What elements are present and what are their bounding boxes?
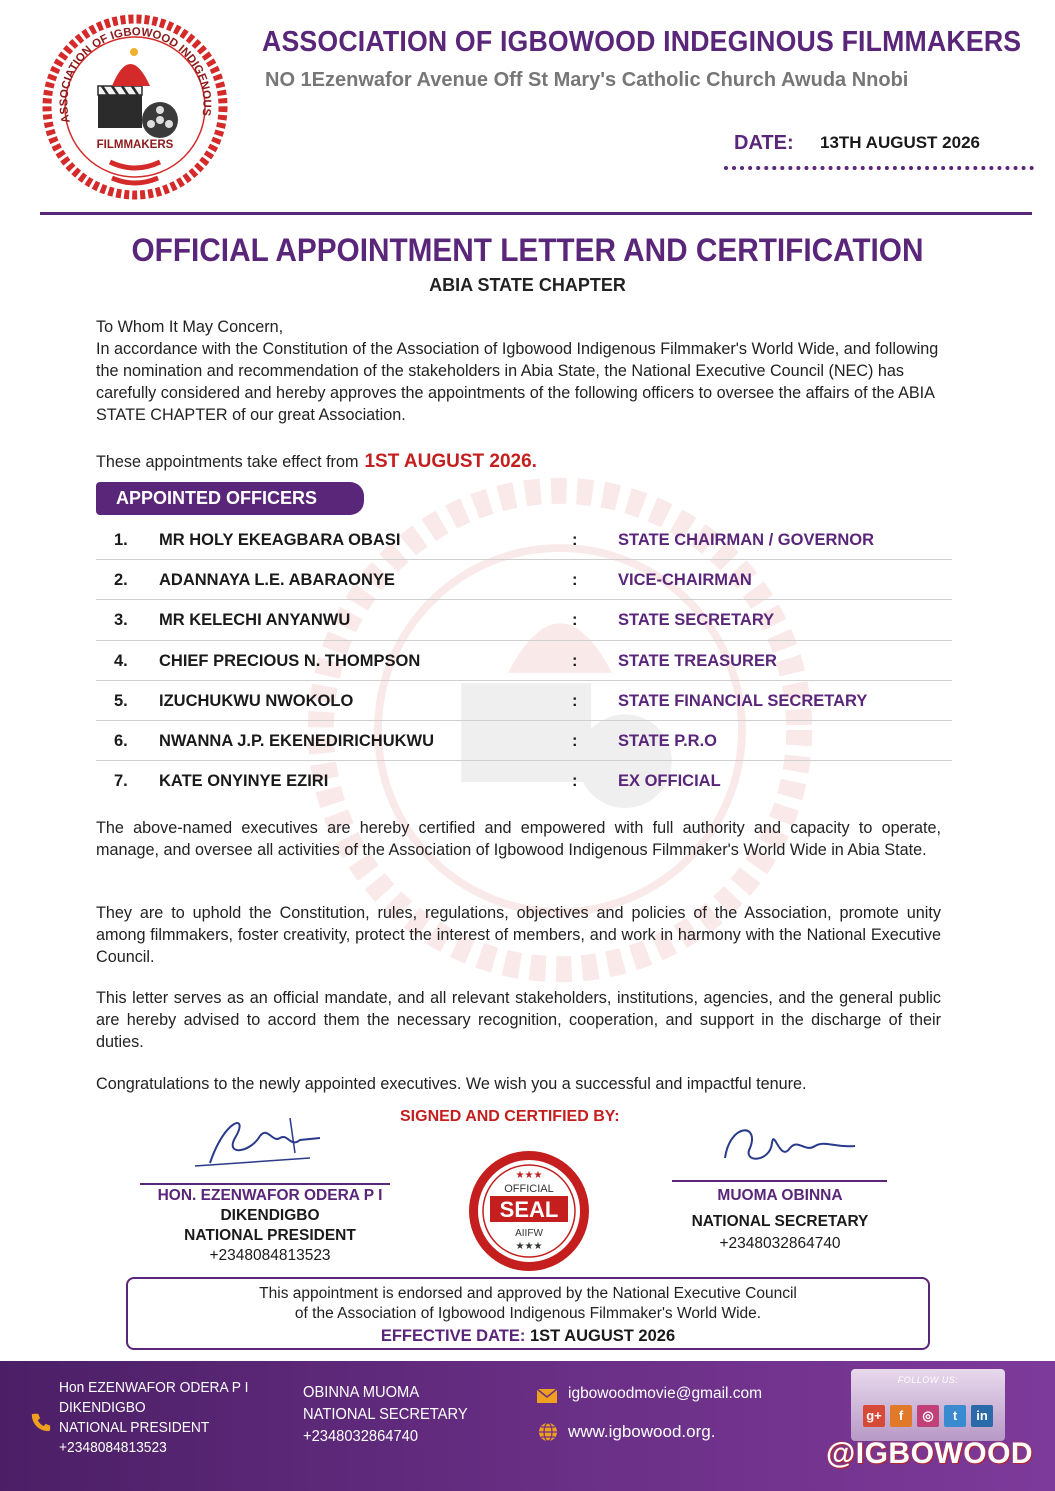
officer-number: 7. [114,772,128,791]
organization-name: ASSOCIATION OF IGBOWOOD INDEGINOUS FILMMAKERS [262,26,1022,58]
effect-statement [96,451,537,473]
document-subtitle: ABIA STATE CHAPTER [429,275,626,295]
follow-us-label: FOLLOW US: [897,1375,959,1385]
secretary-signature [710,1118,860,1173]
officer-name: NWANNA J.P. EKENEDIRICHUKWU [159,731,435,750]
footer-secretary-name: OBINNA MUOMA [303,1384,420,1401]
footer-secretary-phone: +2348032864740 [303,1428,419,1445]
officer-separator: : [572,611,578,630]
effective-date [128,1327,928,1346]
mandate-paragraph: This letter serves as an official mandate, and all relevant stakeholders, institutions, agencies, and the general public are hereby advised to accord them the necessary recognition, cooperation, and support in the discharge of their duties. [96,989,941,1051]
officer-role: STATE FINANCIAL SECRETARY [618,691,868,710]
secretary-signatory [660,1186,900,1254]
seal-top-text: OFFICIAL [504,1183,554,1195]
officer-role: EX OFFICIAL [618,772,721,791]
globe-icon [538,1422,558,1442]
secretary-signature-line [672,1180,887,1182]
officer-row [96,560,952,600]
date-underline [724,166,1034,170]
president-title: DIKENDIGBO [220,1207,320,1224]
president-phone: +2348084813523 [209,1247,331,1264]
officer-name: ADANNAYA L.E. ABARAONYE [159,571,395,590]
organization-address: NO 1Ezenwafor Avenue Off St Mary's Catholic Church Awuda Nnobi [265,69,909,91]
officer-name: KATE ONYINYE EZIRI [159,772,329,791]
effective-date-value: 1ST AUGUST 2026 [529,1327,676,1345]
officer-separator: : [572,691,578,710]
officer-role: STATE SECRETARY [618,611,775,630]
linkedin-icon[interactable]: in [971,1405,993,1427]
svg-text:★★★: ★★★ [515,1170,543,1181]
officer-separator: : [572,731,578,750]
officer-row [96,520,952,560]
officer-role: STATE CHAIRMAN / GOVERNOR [618,531,875,549]
officer-role: STATE P.R.O [618,731,718,750]
officer-row [96,641,952,681]
president-signature-line [140,1183,390,1185]
officer-row [96,721,952,761]
officer-row [96,681,952,721]
endorsement-line-1: This appointment is endorsed and approved by the National Executive Council [259,1285,797,1302]
officer-role: STATE TREASURER [618,651,777,670]
svg-text:FILMMAKERS: FILMMAKERS [96,139,174,151]
effect-text: These appointments take effect from [96,453,359,471]
president-name: HON. EZENWAFOR ODERA P I [157,1187,383,1204]
president-signatory [130,1186,410,1266]
congratulations-paragraph: Congratulations to the newly appointed executives. We wish you a successful and impactful tenure. [96,1075,807,1093]
date-label: DATE: [734,132,794,154]
effective-date-label: EFFECTIVE DATE: [380,1327,526,1345]
google-plus-icon[interactable]: g+ [863,1405,885,1427]
twitter-icon[interactable]: t [944,1405,966,1427]
officer-separator: : [572,571,578,590]
phone-icon [30,1411,52,1433]
officers-heading: APPOINTED OFFICERS [96,482,364,515]
footer-email[interactable]: igbowoodmovie@gmail.com [568,1385,763,1402]
officer-number: 5. [114,691,128,710]
social-media-panel [851,1369,1005,1441]
footer-president-contact [59,1378,248,1458]
secretary-position: NATIONAL SECRETARY [691,1213,869,1230]
seal-bottom-text: AIIFW [515,1228,543,1239]
seal-stars: ★★★ [515,1241,543,1252]
secretary-name: MUOMA OBINNA [717,1187,843,1204]
officer-separator: : [572,772,578,791]
official-seal [466,1148,592,1274]
social-handle: @IGBOWOOD [826,1437,1034,1470]
president-position: NATIONAL PRESIDENT [184,1227,356,1244]
date-value: 13TH AUGUST 2026 [820,133,980,152]
footer [0,1361,1055,1491]
effect-date: 1ST AUGUST 2026. [364,451,537,472]
officer-separator: : [572,531,578,549]
officer-number: 2. [114,571,128,590]
officer-row [96,600,952,640]
officer-name: IZUCHUKWU NWOKOLO [159,691,354,710]
email-icon [536,1388,558,1404]
president-signature [190,1108,330,1173]
facebook-icon[interactable]: f [890,1405,912,1427]
signed-by-heading: SIGNED AND CERTIFIED BY: [400,1108,620,1125]
officer-name: CHIEF PRECIOUS N. THOMPSON [159,651,421,670]
secretary-phone: +2348032864740 [719,1235,841,1252]
footer-website[interactable]: www.igbowood.org. [568,1422,716,1441]
endorsement-box [126,1277,930,1350]
officer-name: MR HOLY EKEAGBARA OBASI [159,531,401,549]
seal-main-text: SEAL [499,1197,559,1222]
footer-secretary-position: NATIONAL SECRETARY [303,1406,468,1423]
document-title: OFFICIAL APPOINTMENT LETTER AND CERTIFICATION [131,232,924,268]
instagram-icon[interactable]: ◎ [917,1405,939,1427]
officers-list [96,520,952,801]
certification-paragraph: The above-named executives are hereby certified and empowered with full authority and capacity to operate, manage, and oversee all activities of the Association of Igbowood Indigenous Filmmaker's World Wide in Abia State. [96,819,941,859]
duties-paragraph: They are to uphold the Constitution, rules, regulations, objectives and policies of the Association, promote unity among filmmakers, foster creativity, protect the interest of members, and work in harmony with the National Executive Council. [96,904,941,966]
footer-president-name: Hon EZENWAFOR ODERA P I [59,1379,249,1396]
svg-text:ASSOCIATION OF IGBOWOOD INDIGE: ASSOCIATION OF IGBOWOOD INDIGENOUS [58,26,213,125]
officer-number: 3. [114,611,128,630]
footer-president-title: DIKENDIGBO [59,1399,146,1416]
officer-row [96,761,952,801]
officer-number: 1. [114,531,128,549]
header-divider [40,212,1032,215]
footer-president-position: NATIONAL PRESIDENT [59,1419,210,1436]
intro-paragraph: In accordance with the Constitution of the Association of Igbowood Indigenous Filmmaker's World Wide, and following the nomination and recommendation of the stakeholders in Abia State, the National Executive Council (NEC) has carefully considered and hereby approves the appointments of the following officers to oversee the affairs of the ABIA STATE CHAPTER of our great Association. [96,340,939,424]
salutation: To Whom It May Concern, [96,318,284,336]
officer-number: 4. [114,651,128,670]
endorsement-line-2: of the Association of Igbowood Indigenous Filmmaker's World Wide. [294,1305,762,1322]
footer-secretary-contact [303,1382,468,1448]
officer-role: VICE-CHAIRMAN [618,571,752,590]
officer-separator: : [572,651,578,670]
officer-name: MR KELECHI ANYANWU [159,611,351,630]
officer-number: 6. [114,731,128,750]
footer-president-phone: +2348084813523 [59,1439,167,1456]
association-logo [40,12,230,207]
